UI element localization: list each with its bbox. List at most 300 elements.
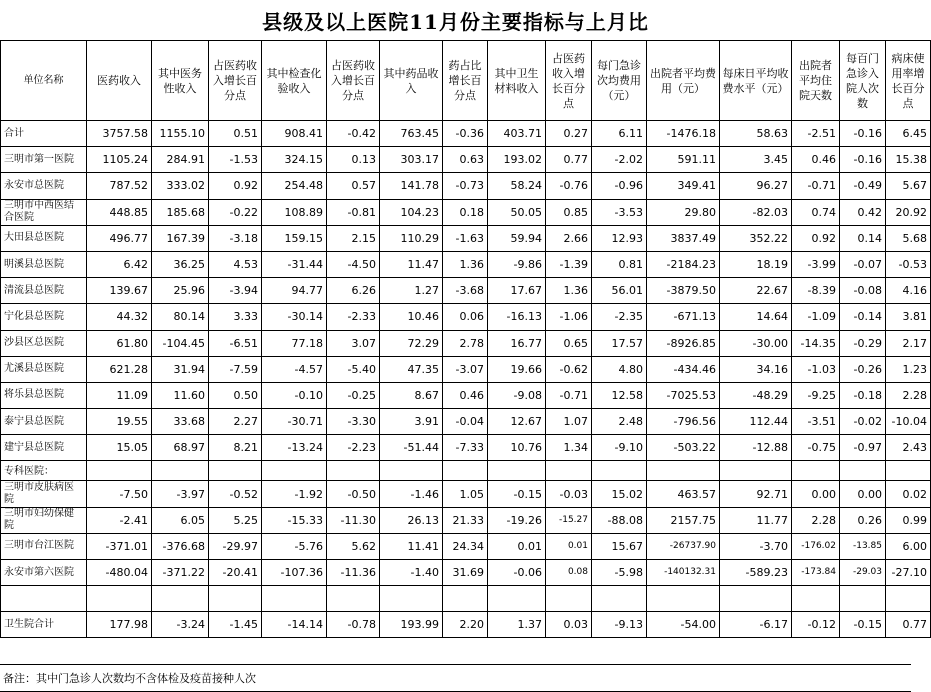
value-cell: 11.77 — [720, 507, 792, 533]
value-cell: 496.77 — [87, 225, 152, 251]
value-cell: 5.25 — [209, 507, 262, 533]
value-cell: 11.09 — [87, 382, 152, 408]
table-row — [1, 304, 931, 330]
value-cell: 33.68 — [152, 409, 209, 435]
footnote: 备注：其中门急诊人次数均不含体检及疫苗接种人次 — [0, 664, 911, 692]
value-cell: 159.15 — [262, 225, 327, 251]
value-cell: -140132.31 — [647, 560, 720, 586]
value-cell: -12.88 — [720, 435, 792, 461]
empty-cell — [262, 461, 327, 481]
value-cell: 58.63 — [720, 121, 792, 147]
value-cell: 0.85 — [546, 199, 592, 225]
header-cell: 药占比增长百分点 — [443, 41, 488, 121]
value-cell: -0.62 — [546, 356, 592, 382]
value-cell: -107.36 — [262, 560, 327, 586]
header-cell: 占医药收入增长百分点 — [546, 41, 592, 121]
value-cell: 3.91 — [380, 409, 443, 435]
unit-name-cell: 宁化县总医院 — [1, 304, 87, 330]
value-cell: 1.27 — [380, 278, 443, 304]
value-cell: -671.13 — [647, 304, 720, 330]
value-cell: -0.29 — [840, 330, 886, 356]
empty-cell — [488, 461, 546, 481]
value-cell: 6.05 — [152, 507, 209, 533]
value-cell: -3.53 — [592, 199, 647, 225]
empty-cell — [840, 461, 886, 481]
value-cell: -0.10 — [262, 382, 327, 408]
value-cell: 0.50 — [209, 382, 262, 408]
value-cell: -48.29 — [720, 382, 792, 408]
unit-name-cell: 尤溪县总医院 — [1, 356, 87, 382]
unit-name-cell: 三明市皮肤病医院 — [1, 481, 87, 507]
value-cell: -4.50 — [327, 251, 380, 277]
value-cell: 349.41 — [647, 173, 720, 199]
value-cell: 1.36 — [443, 251, 488, 277]
value-cell: 139.67 — [87, 278, 152, 304]
value-cell: 19.55 — [87, 409, 152, 435]
empty-cell — [327, 586, 380, 612]
value-cell: -0.76 — [546, 173, 592, 199]
value-cell: 92.71 — [720, 481, 792, 507]
value-cell: 0.00 — [792, 481, 840, 507]
value-cell: 3.81 — [886, 304, 931, 330]
value-cell: 3837.49 — [647, 225, 720, 251]
value-cell: -0.25 — [327, 382, 380, 408]
value-cell: -0.71 — [792, 173, 840, 199]
value-cell: 352.22 — [720, 225, 792, 251]
header-cell: 占医药收入增长百分点 — [209, 41, 262, 121]
value-cell: 0.65 — [546, 330, 592, 356]
value-cell: 167.39 — [152, 225, 209, 251]
empty-cell — [1, 586, 87, 612]
value-cell: 34.16 — [720, 356, 792, 382]
value-cell: 5.62 — [327, 533, 380, 559]
value-cell: 185.68 — [152, 199, 209, 225]
value-cell: -104.45 — [152, 330, 209, 356]
value-cell: 2.78 — [443, 330, 488, 356]
value-cell: -9.08 — [488, 382, 546, 408]
empty-cell — [209, 586, 262, 612]
value-cell: -1.39 — [546, 251, 592, 277]
value-cell: 141.78 — [380, 173, 443, 199]
value-cell: 1.07 — [546, 409, 592, 435]
value-cell: 0.77 — [886, 612, 931, 638]
value-cell: -371.01 — [87, 533, 152, 559]
table-row — [1, 481, 931, 507]
empty-cell — [262, 586, 327, 612]
value-cell: 11.47 — [380, 251, 443, 277]
value-cell: -20.41 — [209, 560, 262, 586]
value-cell: 5.68 — [886, 225, 931, 251]
unit-name-cell: 三明市妇幼保健院 — [1, 507, 87, 533]
value-cell: 0.46 — [443, 382, 488, 408]
value-cell: 2.48 — [592, 409, 647, 435]
value-cell: -0.22 — [209, 199, 262, 225]
table-row — [1, 435, 931, 461]
value-cell: 448.85 — [87, 199, 152, 225]
value-cell: -0.52 — [209, 481, 262, 507]
empty-cell — [792, 461, 840, 481]
value-cell: 36.25 — [152, 251, 209, 277]
value-cell: -0.15 — [840, 612, 886, 638]
empty-cell — [488, 586, 546, 612]
value-cell: -2.35 — [592, 304, 647, 330]
value-cell: -29.03 — [840, 560, 886, 586]
value-cell: 254.48 — [262, 173, 327, 199]
value-cell: 621.28 — [87, 356, 152, 382]
value-cell: 787.52 — [87, 173, 152, 199]
value-cell: 0.81 — [592, 251, 647, 277]
value-cell: 4.53 — [209, 251, 262, 277]
value-cell: -15.27 — [546, 507, 592, 533]
unit-name-cell: 卫生院合计 — [1, 612, 87, 638]
table-row — [1, 507, 931, 533]
value-cell: -3879.50 — [647, 278, 720, 304]
empty-cell — [592, 461, 647, 481]
empty-cell — [886, 461, 931, 481]
table-row — [1, 560, 931, 586]
value-cell: 24.34 — [443, 533, 488, 559]
value-cell: 31.69 — [443, 560, 488, 586]
value-cell: 0.63 — [443, 147, 488, 173]
value-cell: -2184.23 — [647, 251, 720, 277]
empty-cell — [546, 586, 592, 612]
value-cell: -3.07 — [443, 356, 488, 382]
table-row — [1, 173, 931, 199]
table-row — [1, 121, 931, 147]
value-cell: 0.77 — [546, 147, 592, 173]
value-cell: -88.08 — [592, 507, 647, 533]
spacer-row — [1, 586, 931, 612]
value-cell: 14.64 — [720, 304, 792, 330]
value-cell: -0.97 — [840, 435, 886, 461]
value-cell: 403.71 — [488, 121, 546, 147]
value-cell: 303.17 — [380, 147, 443, 173]
empty-cell — [380, 586, 443, 612]
value-cell: 112.44 — [720, 409, 792, 435]
value-cell: -9.25 — [792, 382, 840, 408]
value-cell: -16.13 — [488, 304, 546, 330]
value-cell: 463.57 — [647, 481, 720, 507]
empty-cell — [647, 586, 720, 612]
value-cell: 12.93 — [592, 225, 647, 251]
value-cell: -9.10 — [592, 435, 647, 461]
empty-cell — [443, 461, 488, 481]
value-cell: -1.92 — [262, 481, 327, 507]
value-cell: -503.22 — [647, 435, 720, 461]
value-cell: 58.24 — [488, 173, 546, 199]
value-cell: 110.29 — [380, 225, 443, 251]
empty-cell — [327, 461, 380, 481]
value-cell: -14.14 — [262, 612, 327, 638]
value-cell: -3.51 — [792, 409, 840, 435]
empty-cell — [87, 586, 152, 612]
value-cell: -0.49 — [840, 173, 886, 199]
value-cell: -6.51 — [209, 330, 262, 356]
unit-name-cell: 建宁县总医院 — [1, 435, 87, 461]
table-row — [1, 382, 931, 408]
value-cell: -0.42 — [327, 121, 380, 147]
value-cell: 0.42 — [840, 199, 886, 225]
value-cell: 0.99 — [886, 507, 931, 533]
value-cell: -0.06 — [488, 560, 546, 586]
table-row — [1, 409, 931, 435]
value-cell: 25.96 — [152, 278, 209, 304]
value-cell: -0.08 — [840, 278, 886, 304]
value-cell: -796.56 — [647, 409, 720, 435]
value-cell: 2.28 — [792, 507, 840, 533]
value-cell: 2.27 — [209, 409, 262, 435]
value-cell: -54.00 — [647, 612, 720, 638]
value-cell: -1.53 — [209, 147, 262, 173]
value-cell: 1.34 — [546, 435, 592, 461]
value-cell: 0.57 — [327, 173, 380, 199]
unit-name-cell: 大田县总医院 — [1, 225, 87, 251]
empty-cell — [209, 461, 262, 481]
value-cell: 2.15 — [327, 225, 380, 251]
value-cell: 6.11 — [592, 121, 647, 147]
value-cell: 1105.24 — [87, 147, 152, 173]
empty-cell — [886, 586, 931, 612]
value-cell: 763.45 — [380, 121, 443, 147]
value-cell: -0.18 — [840, 382, 886, 408]
value-cell: -82.03 — [720, 199, 792, 225]
header-cell: 其中医务性收入 — [152, 41, 209, 121]
value-cell: -376.68 — [152, 533, 209, 559]
value-cell: 4.80 — [592, 356, 647, 382]
value-cell: 2.43 — [886, 435, 931, 461]
value-cell: -0.16 — [840, 121, 886, 147]
value-cell: -30.00 — [720, 330, 792, 356]
value-cell: 8.21 — [209, 435, 262, 461]
value-cell: 2.66 — [546, 225, 592, 251]
value-cell: -0.02 — [840, 409, 886, 435]
value-cell: 17.57 — [592, 330, 647, 356]
value-cell: 18.19 — [720, 251, 792, 277]
value-cell: -7.59 — [209, 356, 262, 382]
header-cell: 占医药收入增长百分点 — [327, 41, 380, 121]
value-cell: 0.14 — [840, 225, 886, 251]
value-cell: -0.07 — [840, 251, 886, 277]
value-cell: 1.37 — [488, 612, 546, 638]
unit-name-cell: 三明市中西医结合医院 — [1, 199, 87, 225]
value-cell: -1476.18 — [647, 121, 720, 147]
value-cell: -371.22 — [152, 560, 209, 586]
value-cell: 0.92 — [209, 173, 262, 199]
value-cell: 0.06 — [443, 304, 488, 330]
header-cell: 其中检查化验收入 — [262, 41, 327, 121]
value-cell: 72.29 — [380, 330, 443, 356]
value-cell: 11.41 — [380, 533, 443, 559]
value-cell: 3.45 — [720, 147, 792, 173]
value-cell: -173.84 — [792, 560, 840, 586]
value-cell: 80.14 — [152, 304, 209, 330]
unit-name-cell: 泰宁县总医院 — [1, 409, 87, 435]
value-cell: 61.80 — [87, 330, 152, 356]
value-cell: -3.30 — [327, 409, 380, 435]
value-cell: -11.30 — [327, 507, 380, 533]
unit-name-cell: 沙县区总医院 — [1, 330, 87, 356]
value-cell: 0.01 — [488, 533, 546, 559]
value-cell: -0.04 — [443, 409, 488, 435]
empty-cell — [443, 586, 488, 612]
value-cell: -31.44 — [262, 251, 327, 277]
value-cell: 15.02 — [592, 481, 647, 507]
table-row — [1, 278, 931, 304]
value-cell: 6.45 — [886, 121, 931, 147]
value-cell: -3.94 — [209, 278, 262, 304]
value-cell: 29.80 — [647, 199, 720, 225]
value-cell: -0.81 — [327, 199, 380, 225]
value-cell: -7.50 — [87, 481, 152, 507]
empty-cell — [720, 461, 792, 481]
value-cell: 1.23 — [886, 356, 931, 382]
value-cell: 21.33 — [443, 507, 488, 533]
value-cell: -1.03 — [792, 356, 840, 382]
indicator-table — [0, 40, 931, 638]
table-row — [1, 251, 931, 277]
value-cell: 0.51 — [209, 121, 262, 147]
value-cell: -1.46 — [380, 481, 443, 507]
value-cell: -14.35 — [792, 330, 840, 356]
value-cell: 6.42 — [87, 251, 152, 277]
value-cell: -27.10 — [886, 560, 931, 586]
table-row — [1, 147, 931, 173]
value-cell: 0.01 — [546, 533, 592, 559]
value-cell: -7.33 — [443, 435, 488, 461]
value-cell: -0.73 — [443, 173, 488, 199]
value-cell: 5.67 — [886, 173, 931, 199]
value-cell: 3.33 — [209, 304, 262, 330]
value-cell: 177.98 — [87, 612, 152, 638]
value-cell: -0.16 — [840, 147, 886, 173]
value-cell: 0.27 — [546, 121, 592, 147]
unit-name-cell: 将乐县总医院 — [1, 382, 87, 408]
header-cell: 其中药品收入 — [380, 41, 443, 121]
value-cell: 1.36 — [546, 278, 592, 304]
section-row — [1, 461, 931, 481]
value-cell: -0.96 — [592, 173, 647, 199]
value-cell: -9.13 — [592, 612, 647, 638]
empty-cell — [720, 586, 792, 612]
value-cell: -8926.85 — [647, 330, 720, 356]
value-cell: 193.02 — [488, 147, 546, 173]
value-cell: -3.97 — [152, 481, 209, 507]
value-cell: 15.38 — [886, 147, 931, 173]
value-cell: -0.15 — [488, 481, 546, 507]
empty-cell — [87, 461, 152, 481]
value-cell: 96.27 — [720, 173, 792, 199]
value-cell: -15.33 — [262, 507, 327, 533]
value-cell: -1.09 — [792, 304, 840, 330]
value-cell: -9.86 — [488, 251, 546, 277]
value-cell: 44.32 — [87, 304, 152, 330]
empty-cell — [592, 586, 647, 612]
value-cell: -51.44 — [380, 435, 443, 461]
header-cell: 病床使用率增长百分点 — [886, 41, 931, 121]
value-cell: -3.24 — [152, 612, 209, 638]
value-cell: 8.67 — [380, 382, 443, 408]
table-row — [1, 356, 931, 382]
header-cell: 单位名称 — [1, 41, 87, 121]
value-cell: 2.28 — [886, 382, 931, 408]
value-cell: 15.67 — [592, 533, 647, 559]
header-cell: 每床日平均收费水平（元） — [720, 41, 792, 121]
value-cell: -1.63 — [443, 225, 488, 251]
value-cell: -0.53 — [886, 251, 931, 277]
value-cell: -3.68 — [443, 278, 488, 304]
value-cell: -13.85 — [840, 533, 886, 559]
value-cell: 2157.75 — [647, 507, 720, 533]
value-cell: 6.00 — [886, 533, 931, 559]
value-cell: 10.76 — [488, 435, 546, 461]
value-cell: -19.26 — [488, 507, 546, 533]
value-cell: -1.40 — [380, 560, 443, 586]
value-cell: -2.33 — [327, 304, 380, 330]
value-cell: 12.67 — [488, 409, 546, 435]
header-cell: 医药收入 — [87, 41, 152, 121]
value-cell: 0.03 — [546, 612, 592, 638]
table-row — [1, 533, 931, 559]
value-cell: 0.00 — [840, 481, 886, 507]
value-cell: 47.35 — [380, 356, 443, 382]
unit-name-cell: 明溪县总医院 — [1, 251, 87, 277]
value-cell: 324.15 — [262, 147, 327, 173]
value-cell: 77.18 — [262, 330, 327, 356]
value-cell: 2.17 — [886, 330, 931, 356]
value-cell: 0.46 — [792, 147, 840, 173]
value-cell: 16.77 — [488, 330, 546, 356]
value-cell: -434.46 — [647, 356, 720, 382]
value-cell: -0.03 — [546, 481, 592, 507]
unit-name-cell: 永安市总医院 — [1, 173, 87, 199]
empty-cell — [152, 461, 209, 481]
value-cell: -176.02 — [792, 533, 840, 559]
value-cell: 12.58 — [592, 382, 647, 408]
value-cell: 3.07 — [327, 330, 380, 356]
value-cell: 26.13 — [380, 507, 443, 533]
value-cell: 6.26 — [327, 278, 380, 304]
empty-cell — [380, 461, 443, 481]
value-cell: -1.45 — [209, 612, 262, 638]
value-cell: -0.71 — [546, 382, 592, 408]
value-cell: 0.74 — [792, 199, 840, 225]
table-row — [1, 225, 931, 251]
value-cell: -3.99 — [792, 251, 840, 277]
township-total-row — [1, 612, 931, 638]
unit-name-cell: 三明市第一医院 — [1, 147, 87, 173]
value-cell: -0.12 — [792, 612, 840, 638]
header-row — [1, 41, 931, 121]
value-cell: -11.36 — [327, 560, 380, 586]
value-cell: -3.70 — [720, 533, 792, 559]
empty-cell — [647, 461, 720, 481]
value-cell: 50.05 — [488, 199, 546, 225]
value-cell: 104.23 — [380, 199, 443, 225]
value-cell: 0.13 — [327, 147, 380, 173]
header-cell: 每门急诊次均费用（元） — [592, 41, 647, 121]
value-cell: 15.05 — [87, 435, 152, 461]
value-cell: -5.40 — [327, 356, 380, 382]
header-cell: 其中卫生材料收入 — [488, 41, 546, 121]
empty-cell — [546, 461, 592, 481]
value-cell: 0.02 — [886, 481, 931, 507]
value-cell: 0.18 — [443, 199, 488, 225]
value-cell: -5.76 — [262, 533, 327, 559]
table-row — [1, 199, 931, 225]
value-cell: -2.02 — [592, 147, 647, 173]
table-row — [1, 330, 931, 356]
value-cell: 11.60 — [152, 382, 209, 408]
